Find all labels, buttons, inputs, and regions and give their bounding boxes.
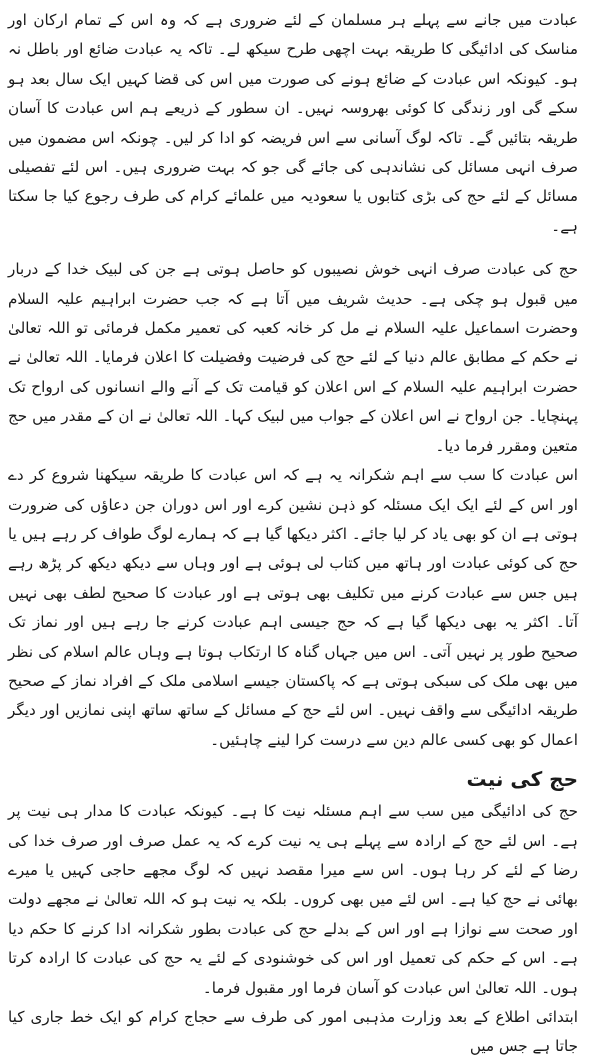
section-heading-intention: حج کی نیت [466,767,578,792]
paragraph-introduction: عبادت میں جانے سے پہلے ہر مسلمان کے لئے ضروری ہے کہ وہ اس کے تمام ارکان اور مناسک کی ادائیگی کا طریقہ بہت اچھی طرح سیکھ لے۔ تاکہ یہ عبادت ضائع اور باطل نہ ہو۔ کیونکہ اس عبادت کے ضائع ہونے کی صورت میں اس کی قضا کہیں ایک سال بعد ہو سکے گی اور زندگی کا کوئی بھروسہ نہیں۔ ان سطور کے ذریعے ہم اس عبادت کا آسان طریقہ بتائیں گے۔ تاکہ لوگ آسانی سے اس فریضہ کو ادا کر لیں۔ چونکہ اس مضمون میں صرف انہی مسائل کی نشاندہی کی جائے گی جو کہ بہت ضروری ہیں۔ اس لئے تفصیلی مسائل کے لئے حج کی بڑی کتابوں یا سعودیہ میں علمائے کرام کی طرف رجوع کیا جا سکتا ہے۔ [8,11,578,235]
paragraph-intention: حج کی ادائیگی میں سب سے اہم مسئلہ نیت کا ہے۔ کیونکہ عبادت کا مدار ہی نیت پر ہے۔ اس لئے حج کے ارادہ سے پہلے ہی یہ نیت کرے کہ یہ عمل صرف اور صرف خدا کی رضا کے لئے کر رہا ہوں۔ اس سے میرا مقصد نہیں کہ لوگ مجھے حاجی کہیں یا میرے بھائی نے حج کیا ہے۔ اس لئے میں بھی کروں۔ بلکہ یہ نیت ہو کہ اللہ تعالیٰ نے مجھے دولت اور صحت سے نوازا ہے اور اس کے بدلے حج کی عبادت بطور شکرانہ ادا کرنے کا حکم دیا ہے۔ اس کے حکم کی تعمیل اور اس کی خوشنودی کے لئے یہ حج کی عبادت کا ارادہ کرتا ہوں۔ اللہ تعالیٰ اس عبادت کو آسان فرما اور مقبول فرما۔ [8,802,578,997]
paragraph-hajj-acceptance: حج کی عبادت صرف انہی خوش نصیبوں کو حاصل ہوتی ہے جن کی لبیک خدا کے دربار میں قبول ہو چکی ہے۔ حدیث شریف میں آتا ہے کہ جب حضرت ابراہیم علیہ السلام وحضرت اسماعیل علیہ السلام نے مل کر خانہ کعبہ کی تعمیر مکمل فرمائی تو اللہ تعالیٰ نے حکم کے مطابق عالم دنیا کے لئے حج کی فرضیت وفضیلت کا اعلان فرمایا۔ اللہ تعالیٰ نے حضرت ابراہیم علیہ السلام کے اس اعلان کو قیامت تک کے آنے والے انسانوں کی ارواح تک پہنچایا۔ جن ارواح نے اس اعلان کے جواب میں لبیک کہا۔ اللہ تعالیٰ نے ان کے مقدر میں حج متعین ومقرر فرما دیا۔ [8,260,578,455]
paragraph-gratitude: اس عبادت کا سب سے اہم شکرانہ یہ ہے کہ اس عبادت کا طریقہ سیکھنا شروع کر دے اور اس کے لئے ایک ایک مسئلہ کو ذہن نشین کرے اور اس دوران جن دعاؤں کی ضرورت ہوتی ہے ان کو بھی یاد کر لیا جائے۔ اکثر دیکھا گیا ہے کہ ہمارے لوگ طواف کر رہے ہیں یا حج کی کوئی عبادت اور ہاتھ میں کتاب لی ہوئی ہے اور وہاں سے دیکھ دیکھ کر پڑھ رہے ہیں جس سے عبادت کرنے میں تکلیف بھی ہوتی ہے اور عبادت کا صحیح لطف بھی نہیں آتا۔ اکثر یہ بھی دیکھا گیا ہے کہ حج جیسی اہم عبادت کرنے جا رہے ہیں اور نماز تک صحیح طور پر نہیں آتی۔ اس میں جہاں گناہ کا ارتکاب ہوتا ہے وہاں عالم اسلام کی نظر میں بھی ملک کی سبکی ہوتی ہے کہ پاکستان جیسے اسلامی ملک کے افراد نماز کے صحیح طریقہ ادائیگی سے واقف نہیں۔ اس لئے حج کے مسائل کے ساتھ ساتھ اپنی نمازیں اور دیگر اعمال کو بھی کسی عالم دین سے درست کرا لینے چاہئیں۔ [8,466,578,749]
paragraph-ministry-letter: ابتدائی اطلاع کے بعد وزارت مذہبی امور کی طرف سے حجاج کرام کو ایک خط جاری کیا جاتا ہے جس میں [8,1008,578,1056]
